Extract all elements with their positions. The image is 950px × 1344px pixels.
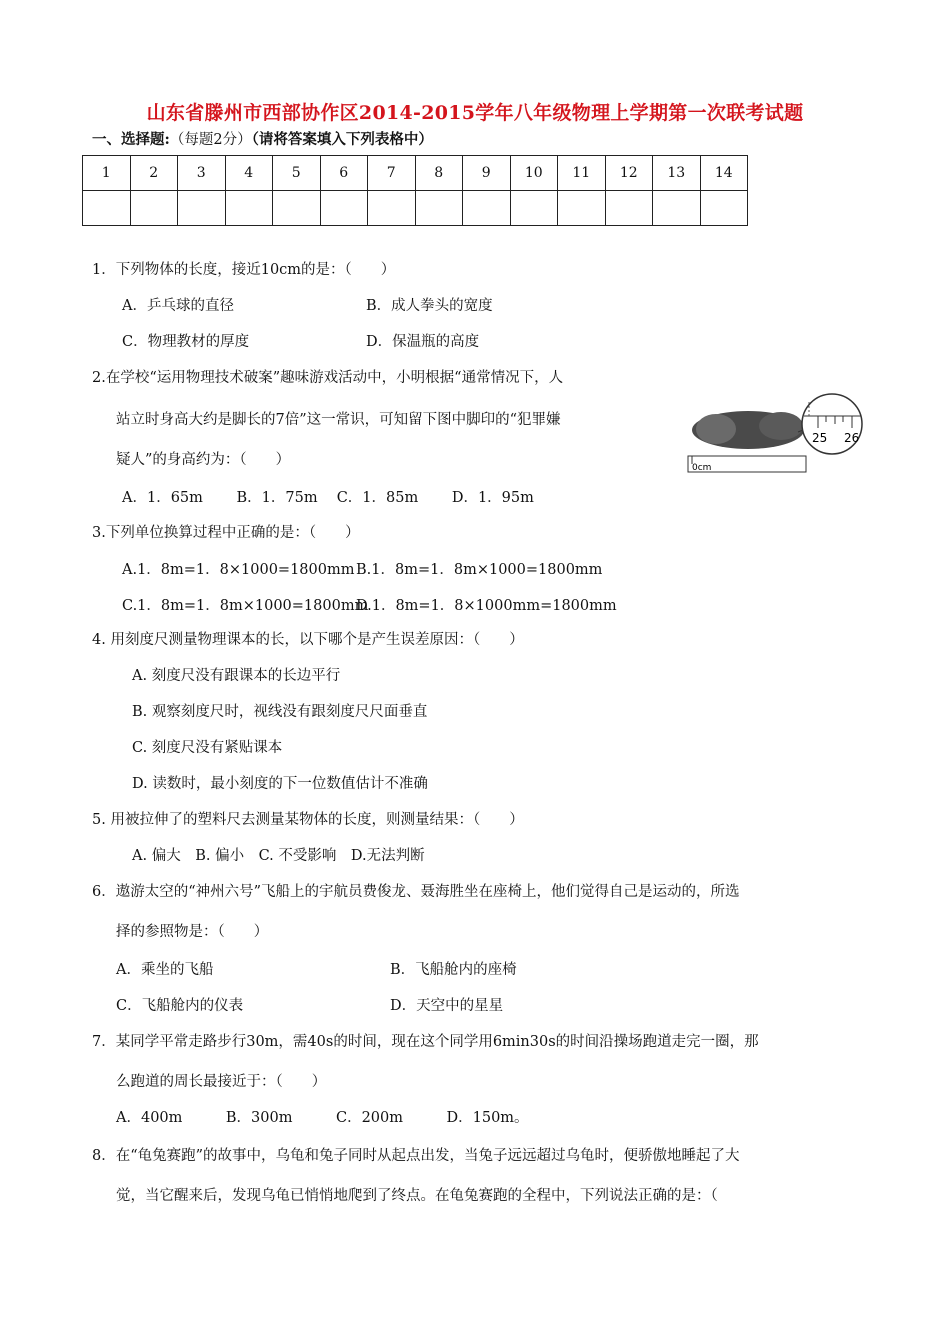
answer-number-cell: 14 — [700, 156, 748, 191]
question-1: 1．下列物体的长度，接近10cm的是：（ ） — [92, 262, 396, 278]
question-4: 4. 用刻度尺测量物理课本的长，以下哪个是产生误差原因：（ ） — [92, 632, 524, 648]
answer-number-cell: 6 — [320, 156, 368, 191]
answer-cell[interactable] — [368, 191, 416, 226]
question-1-option-a: A．乒乓球的直径 — [122, 298, 234, 314]
question-3-option-b: B.1．8m=1．8m×1000=1800mm — [356, 562, 603, 578]
answer-cell[interactable] — [178, 191, 226, 226]
magnifier-label-26: 26 — [844, 431, 860, 445]
answer-number-cell: 11 — [558, 156, 606, 191]
question-2-line-2: 站立时身高大约是脚长的7倍”这一常识，可知留下图中脚印的“犯罪嫌 — [116, 412, 561, 428]
answer-table-blank-row — [83, 191, 748, 226]
magnifier-label-25: 25 — [812, 431, 828, 445]
question-7-options: A．400m B．300m C．200m D．150m。 — [116, 1110, 529, 1126]
answer-cell[interactable] — [83, 191, 131, 226]
section-instruction: （请将答案填入下列表格中） — [251, 131, 433, 148]
answer-cell[interactable] — [558, 191, 606, 226]
answer-number-cell: 4 — [225, 156, 273, 191]
question-7-line-2: 么跑道的周长最接近于：（ ） — [116, 1074, 327, 1090]
question-4-option-a: A. 刻度尺没有跟课本的长边平行 — [132, 668, 341, 684]
question-8-line-2: 觉，当它醒来后，发现乌龟已悄悄地爬到了终点。在龟兔赛跑的全程中，下列说法正确的是：（ — [116, 1188, 718, 1204]
question-2-options: A．1．65m B．1．75m C．1．85m D．1．95m — [122, 490, 534, 506]
footprint-toe — [759, 412, 803, 440]
question-5-options: A. 偏大 B. 偏小 C. 不受影响 D.无法判断 — [132, 848, 425, 864]
answer-cell[interactable] — [320, 191, 368, 226]
question-6-option-b: B．飞船舱内的座椅 — [390, 962, 517, 978]
question-4-option-d: D. 读数时，最小刻度的下一位数值估计不准确 — [132, 776, 428, 792]
question-3: 3.下列单位换算过程中正确的是：（ ） — [92, 525, 360, 541]
question-6-option-c: C．飞船舱内的仪表 — [116, 998, 244, 1014]
question-2-line-3: 疑人”的身高约为：（ ） — [116, 452, 291, 468]
answer-cell[interactable] — [415, 191, 463, 226]
answer-table-number-row — [83, 156, 748, 191]
question-1-option-b: B．成人拳头的宽度 — [366, 298, 493, 314]
question-6-line-1: 6．遨游太空的“神州六号”飞船上的宇航员费俊龙、聂海胜坐在座椅上，他们觉得自己是运动的，所选 — [92, 884, 740, 900]
answer-cell[interactable] — [273, 191, 321, 226]
question-8-line-1: 8．在“龟兔赛跑”的故事中，乌龟和兔子同时从起点出发，当兔子远远超过乌龟时，便骄傲地睡起了大 — [92, 1148, 740, 1164]
question-4-option-c: C. 刻度尺没有紧贴课本 — [132, 740, 283, 756]
answer-number-cell: 2 — [130, 156, 178, 191]
question-3-option-a: A.1．8m=1．8×1000=1800mm — [122, 562, 355, 578]
question-6-line-2: 择的参照物是：（ ） — [116, 924, 269, 940]
answer-cell[interactable] — [605, 191, 653, 226]
answer-cell[interactable] — [225, 191, 273, 226]
section-label: 一、选择题: — [92, 131, 170, 148]
answer-cell[interactable] — [130, 191, 178, 226]
magnifier-circle — [802, 394, 862, 454]
answer-cell[interactable] — [653, 191, 701, 226]
question-1-option-d: D．保温瓶的高度 — [366, 334, 480, 350]
answer-cell[interactable] — [463, 191, 511, 226]
question-6-option-a: A．乘坐的飞船 — [116, 962, 214, 978]
section-heading — [92, 128, 433, 149]
question-5: 5. 用被拉伸了的塑料尺去测量某物体的长度，则测量结果：（ ） — [92, 812, 524, 828]
page-title: 山东省滕州市西部协作区2014-2015学年八年级物理上学期第一次联考试题 — [146, 102, 804, 124]
footprint-heel — [696, 414, 736, 444]
answer-number-cell: 10 — [510, 156, 558, 191]
question-3-option-d: D.1．8m=1．8×1000mm=1800mm — [356, 598, 617, 614]
question-4-option-b: B. 观察刻度尺时，视线没有跟刻度尺尺面垂直 — [132, 704, 428, 720]
answer-table — [82, 155, 748, 226]
answer-number-cell: 12 — [605, 156, 653, 191]
question-3-option-c: C.1．8m=1．8m×1000=1800mm — [122, 598, 369, 614]
answer-number-cell: 8 — [415, 156, 463, 191]
answer-number-cell: 13 — [653, 156, 701, 191]
question-7-line-1: 7．某同学平常走路步行30m，需40s的时间，现在这个同学用6min30s的时间沿操场跑道走完一圈，那 — [92, 1034, 759, 1050]
question-2-line-1: 2.在学校“运用物理技术破案”趣味游戏活动中，小明根据“通常情况下，人 — [92, 370, 564, 386]
answer-number-cell: 9 — [463, 156, 511, 191]
answer-number-cell: 7 — [368, 156, 416, 191]
answer-number-cell: 5 — [273, 156, 321, 191]
footprint-ruler-figure — [686, 382, 866, 482]
answer-cell[interactable] — [510, 191, 558, 226]
answer-number-cell: 3 — [178, 156, 226, 191]
section-points-note: （每题2分） — [169, 132, 252, 148]
question-1-option-c: C．物理教材的厚度 — [122, 334, 250, 350]
ruler-zero-label: 0cm — [692, 463, 712, 473]
question-6-option-d: D．天空中的星星 — [390, 998, 504, 1014]
answer-cell[interactable] — [700, 191, 748, 226]
answer-number-cell: 1 — [83, 156, 131, 191]
